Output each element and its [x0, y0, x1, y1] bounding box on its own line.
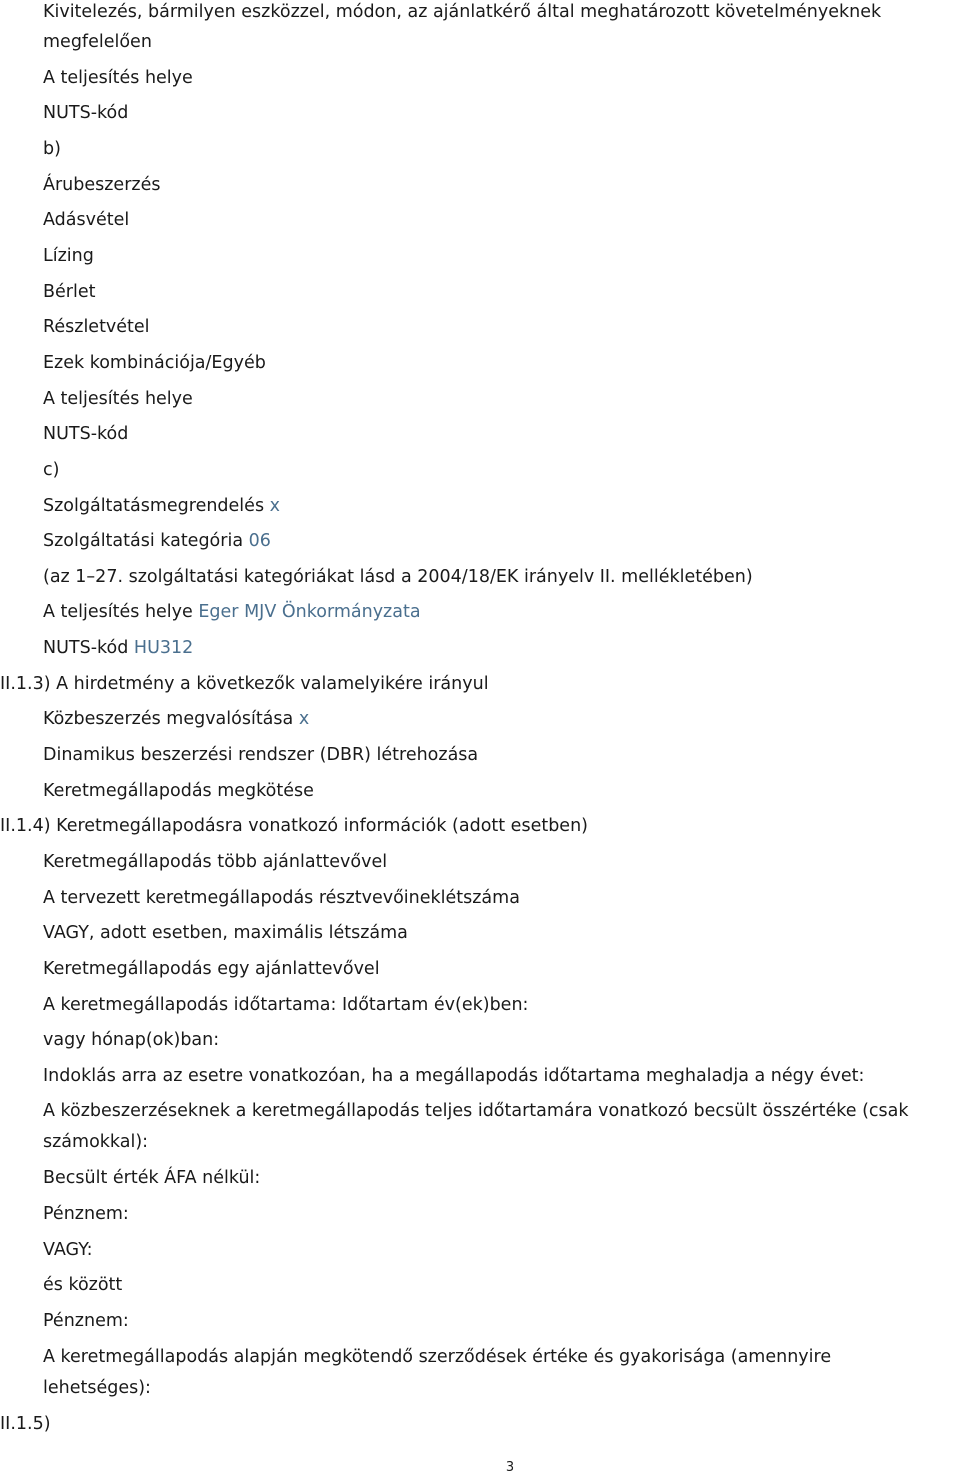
- page-number: 3: [505, 1460, 515, 1475]
- text-line: [43, 600, 421, 624]
- text-line: A teljesítés helye: [43, 68, 193, 88]
- text-line: Keretmegállapodás egy ajánlattevővel: [43, 959, 380, 979]
- field-label: Közbeszerzés megvalósítása: [43, 709, 294, 729]
- text-line: VAGY:: [43, 1240, 93, 1260]
- text-line: Pénznem:: [43, 1204, 129, 1224]
- text-line: Lízing: [43, 246, 94, 266]
- field-label: Szolgáltatásmegrendelés: [43, 496, 265, 516]
- text-line: [43, 707, 309, 731]
- text-line: Bérlet: [43, 282, 96, 302]
- text-line: VAGY, adott esetben, maximális létszáma: [43, 923, 408, 943]
- text-line: A teljesítés helye: [43, 389, 193, 409]
- section-heading: II.1.5): [0, 1414, 51, 1434]
- field-label: NUTS-kód: [43, 638, 129, 658]
- field-value: 06: [248, 531, 271, 551]
- text-line: A közbeszerzéseknek a keretmegállapodás teljes időtartamára vonatkozó becsült összértéke (csak: [43, 1101, 909, 1121]
- text-line: Kivitelezés, bármilyen eszközzel, módon, az ajánlatkérő által meghatározott követelményeknek: [43, 2, 882, 22]
- text-line: (az 1–27. szolgáltatási kategóriákat lásd a 2004/18/EK irányelv II. mellékletében): [43, 567, 753, 587]
- field-value: HU312: [133, 638, 194, 658]
- text-line: számokkal):: [43, 1132, 149, 1152]
- text-line: Dinamikus beszerzési rendszer (DBR) létrehozása: [43, 745, 479, 765]
- text-line: és között: [43, 1275, 123, 1295]
- text-line: [43, 494, 280, 518]
- text-line: vagy hónap(ok)ban:: [43, 1030, 220, 1050]
- field-value: x: [269, 496, 280, 516]
- text-line: [43, 529, 271, 553]
- text-line: Adásvétel: [43, 210, 130, 230]
- text-line: Becsült érték ÁFA nélkül:: [43, 1168, 261, 1188]
- field-value: Eger MJV Önkormányzata: [198, 602, 421, 622]
- text-line: Ezek kombinációja/Egyéb: [43, 353, 266, 373]
- section-heading: II.1.3) A hirdetmény a következők valamelyikére irányul: [0, 674, 489, 694]
- text-line: NUTS-kód: [43, 424, 129, 444]
- text-line: Árubeszerzés: [43, 175, 161, 195]
- text-line: lehetséges):: [43, 1378, 151, 1398]
- text-line: Keretmegállapodás több ajánlattevővel: [43, 852, 388, 872]
- text-line: [43, 636, 193, 660]
- text-line: A keretmegállapodás alapján megkötendő szerződések értéke és gyakorisága (amennyire: [43, 1347, 832, 1367]
- text-line: Részletvétel: [43, 317, 150, 337]
- field-label: Szolgáltatási kategória: [43, 531, 244, 551]
- text-line: Keretmegállapodás megkötése: [43, 781, 314, 801]
- field-label: A teljesítés helye: [43, 602, 193, 622]
- text-line: Pénznem:: [43, 1311, 129, 1331]
- text-line: b): [43, 139, 61, 159]
- text-line: Indoklás arra az esetre vonatkozóan, ha a megállapodás időtartama meghaladja a négy évet:: [43, 1066, 865, 1086]
- text-line: c): [43, 460, 60, 480]
- field-value: x: [298, 709, 310, 729]
- text-line: A tervezett keretmegállapodás résztvevőineklétszáma: [43, 888, 520, 908]
- text-line: A keretmegállapodás időtartama: Időtartam év(ek)ben:: [43, 995, 529, 1015]
- text-line: megfelelően: [43, 32, 152, 52]
- section-heading: II.1.4) Keretmegállapodásra vonatkozó információk (adott esetben): [0, 816, 588, 836]
- text-line: NUTS-kód: [43, 103, 129, 123]
